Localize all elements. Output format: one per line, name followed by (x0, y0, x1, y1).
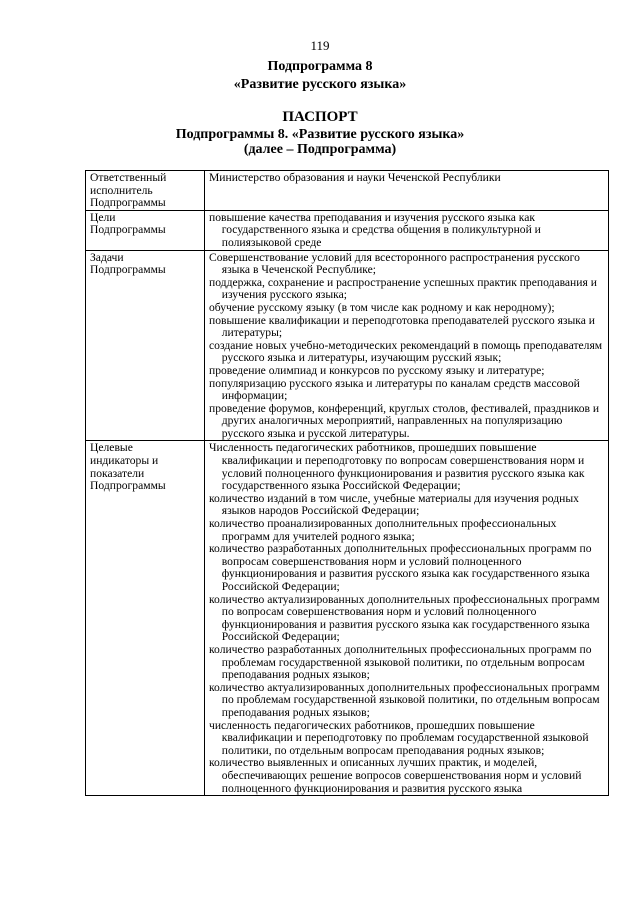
value-item: популяризацию русского языка и литературы по каналам средств массовой информации; (209, 376, 580, 403)
row-value (205, 250, 609, 441)
subprogram-heading: Подпрограмма 8 (267, 59, 373, 74)
table-row (86, 250, 609, 441)
passport-title: ПАСПОРТ (282, 109, 358, 125)
row-label (86, 171, 205, 211)
passport-note: (далее – Подпрограмма) (243, 142, 397, 157)
row-value (205, 210, 609, 250)
row-value (205, 441, 609, 796)
page-number: 119 (310, 38, 330, 53)
label-line: Ответственный (90, 171, 167, 184)
row-label (86, 210, 205, 250)
value-item: проведение форумов, конференций, круглых столов, фестивалей, праздников и других аналогичных мероприятий, направленных на популяризацию русского языка и русской литературы. (209, 401, 600, 440)
label-line: показатели (90, 466, 145, 480)
table-row (86, 441, 609, 796)
label-line: Подпрограммы (90, 223, 166, 237)
value-item: количество разработанных дополнительных профессиональных программ по вопросам совершенствования норм и условий полноценного функционирования и развития русского языка как государственного языка Российской Федерации; (209, 542, 592, 593)
value-item: количество изданий в том числе, учебные материалы для изучения родных языков народов Российской Федерации; (209, 491, 579, 518)
passport-table (85, 170, 609, 796)
value-item: количество актуализированных дополнительных профессиональных программ по проблемам государственной языковой политики, по отдельным вопросам преподавания родных языков; (209, 680, 600, 719)
label-line: Целевые (90, 441, 133, 455)
passport-subtitle: Подпрограммы 8. «Развитие русского языка» (175, 127, 465, 142)
value-item: Министерство образования и науки Чеченской Республики (209, 171, 501, 184)
value-item: Совершенствование условий для всесторонного распространения русского языка в Чеченской Республике; (209, 250, 580, 277)
value-item: повышение качества преподавания и изучения русского языка как государственного языка и средства общения в поликультурной и полиязыковой среде (209, 210, 541, 249)
label-line: Цели (90, 210, 116, 224)
value-item: количество разработанных дополнительных профессиональных программ по проблемам государственной языковой политики, по отдельным вопросам преподавания родных языков; (209, 642, 592, 682)
value-item: повышение квалификации и переподготовка преподавателей русского языка и литературы; (209, 313, 595, 340)
value-item: количество актуализированных дополнительных профессиональных программ по вопросам совершенствования норм и условий полноценного функционирования и развития русского языка как государственного языка Российской Федерации; (209, 592, 600, 644)
value-item: поддержка, сохранение и распространение успешных практик преподавания и изучения русского языка; (209, 275, 597, 302)
value-item: проведение олимпиад и конкурсов по русскому языку и литературе; (209, 363, 545, 377)
label-line: Задачи (90, 250, 124, 264)
value-item: количество проанализированных дополнительных профессиональных программ для учителей родного языка; (209, 517, 557, 543)
value-item: Численность педагогических работников, прошедших повышение квалификации и переподготовку по вопросам совершенствования норм и условий полноценного функционирования и развития русского языка как государственного языка Российской Федерации; (209, 441, 585, 493)
row-label (86, 441, 205, 796)
value-item: численность педагогических работников, прошедших повышение квалификации и переподготовку по проблемам государственной языковой политики, по отдельным вопросам преподавания родных языков; (209, 718, 589, 757)
table-row (86, 171, 609, 211)
label-line: Подпрограммы (90, 479, 166, 493)
row-label (86, 250, 205, 441)
label-line: Подпрограммы (90, 196, 166, 210)
row-value (205, 171, 609, 211)
subprogram-name: «Развитие русского языка» (233, 77, 407, 92)
value-item: обучение русскому языку (в том числе как родному и как неродному); (209, 300, 555, 314)
table-row (86, 210, 609, 250)
label-line: Подпрограммы (90, 263, 166, 277)
label-line: исполнитель (90, 183, 153, 197)
value-item: количество выявленных и описанных лучших практик, и моделей, обеспечивающих решение вопросов совершенствования норм и условий полноценного функционирования и развития русского языка (209, 756, 582, 795)
label-line: индикаторы и (90, 454, 159, 468)
value-item: создание новых учебно-методических рекомендаций в помощь преподавателям русского языка и литературы, изучающим русский язык; (209, 338, 603, 365)
